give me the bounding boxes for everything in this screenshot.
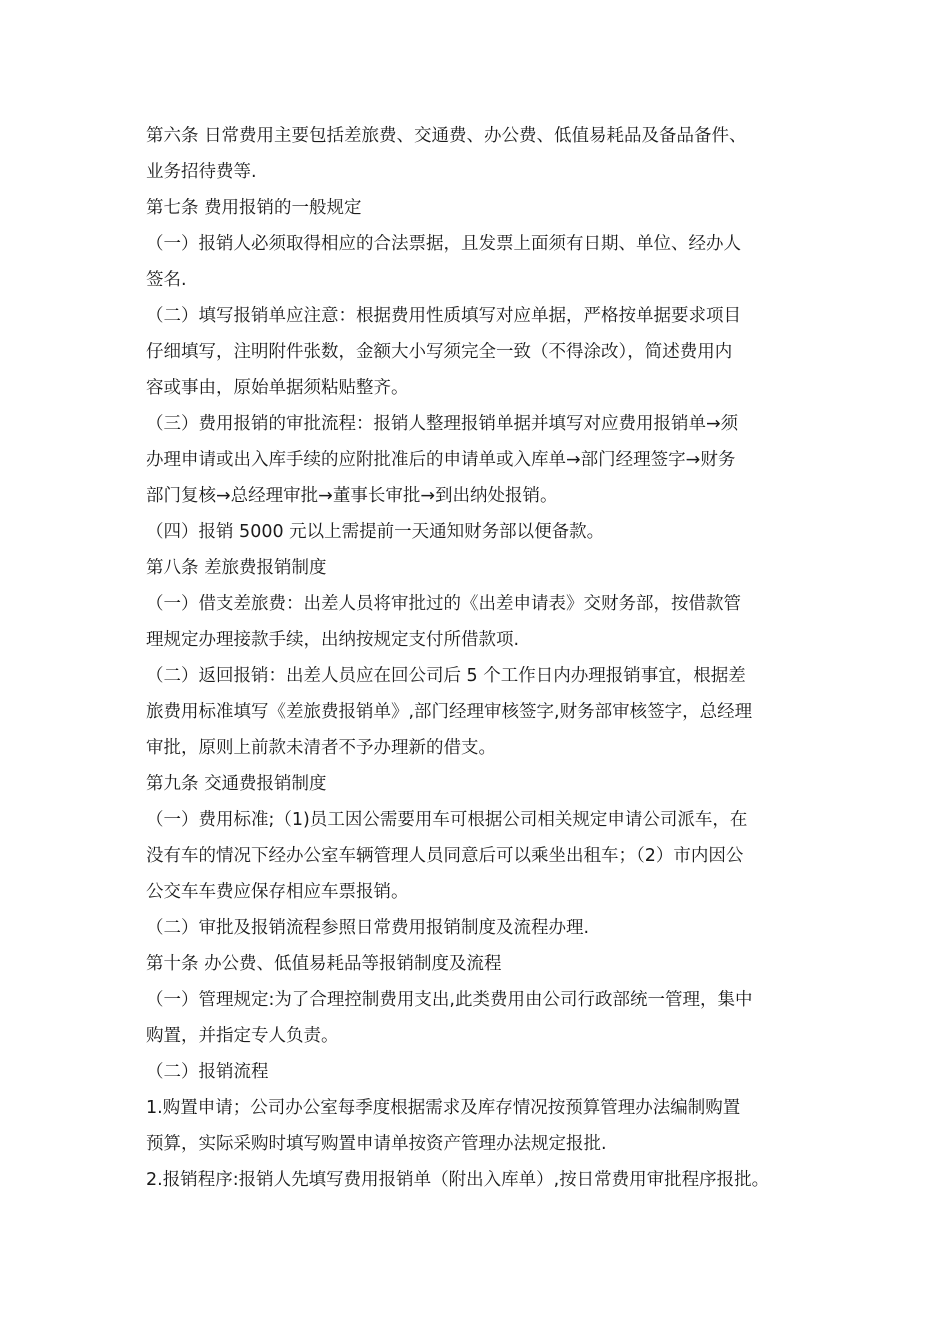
text-line: 审批，原则上前款未清者不予办理新的借支。 (146, 738, 496, 758)
text-line: 第九条 交通费报销制度 (146, 774, 327, 794)
text-line: （二）审批及报销流程参照日常费用报销制度及流程办理. (146, 918, 590, 938)
text-line: 容或事由，原始单据须粘贴整齐。 (146, 378, 409, 398)
text-line: （四）报销 5000 元以上需提前一天通知财务部以便备款。 (146, 522, 605, 542)
text-line: 没有车的情况下经办公室车辆管理人员同意后可以乘坐出租车；（2）市内因公 (146, 846, 744, 866)
text-line: 预算，实际采购时填写购置申请单按资产管理办法规定报批. (146, 1134, 607, 1154)
paragraph (146, 910, 826, 946)
text-line: （三）费用报销的审批流程：报销人整理报销单据并填写对应费用报销单→须 (146, 414, 739, 434)
paragraph (146, 982, 826, 1054)
paragraph (146, 658, 826, 766)
paragraph (146, 586, 826, 658)
paragraph (146, 802, 826, 910)
text-line: 签名. (146, 270, 187, 290)
text-line: 第六条 日常费用主要包括差旅费、交通费、办公费、低值易耗品及备品备件、 (146, 126, 747, 146)
paragraph (146, 298, 826, 406)
paragraph (146, 514, 826, 550)
text-line: 理规定办理接款手续，出纳按规定支付所借款项. (146, 630, 520, 650)
paragraph (146, 946, 826, 982)
text-line: （一）费用标准;（1)员工因公需要用车可根据公司相关规定申请公司派车，在 (146, 810, 748, 830)
paragraph (146, 1054, 826, 1090)
paragraph (146, 766, 826, 802)
paragraph (146, 1090, 826, 1162)
text-line: 办理申请或出入库手续的应附批准后的申请单或入库单→部门经理签字→财务 (146, 450, 736, 470)
paragraph (146, 118, 826, 190)
text-line: （一）报销人必须取得相应的合法票据，且发票上面须有日期、单位、经办人 (146, 234, 741, 254)
paragraph (146, 226, 826, 298)
text-line: （二）返回报销：出差人员应在回公司后 5 个工作日内办理报销事宜，根据差 (146, 666, 746, 686)
text-line: 第八条 差旅费报销制度 (146, 558, 327, 578)
paragraph (146, 190, 826, 226)
paragraph (146, 550, 826, 586)
text-line: 1.购置申请；公司办公室每季度根据需求及库存情况按预算管理办法编制购置 (146, 1098, 741, 1118)
paragraph (146, 406, 826, 514)
text-line: 购置，并指定专人负责。 (146, 1026, 339, 1046)
text-line: （一）借支差旅费：出差人员将审批过的《出差申请表》交财务部，按借款管 (146, 594, 741, 614)
text-line: 部门复核→总经理审批→董事长审批→到出纳处报销。 (146, 486, 558, 506)
document-body (146, 118, 826, 1198)
text-line: （二）报销流程 (146, 1062, 269, 1082)
text-line: 业务招待费等. (146, 162, 257, 182)
text-line: 第十条 办公费、低值易耗品等报销制度及流程 (146, 954, 502, 974)
text-line: 2.报销程序:报销人先填写费用报销单（附出入库单）,按日常费用审批程序报批。 (146, 1170, 770, 1190)
text-line: 旅费用标准填写《差旅费报销单》,部门经理审核签字,财务部审核签字，总经理 (146, 702, 753, 722)
text-line: 第七条 费用报销的一般规定 (146, 198, 362, 218)
text-line: （二）填写报销单应注意：根据费用性质填写对应单据，严格按单据要求项目 (146, 306, 741, 326)
text-line: 公交车车费应保存相应车票报销。 (146, 882, 409, 902)
text-line: 仔细填写，注明附件张数，金额大小写须完全一致（不得涂改），简述费用内 (146, 342, 733, 362)
paragraph (146, 1162, 826, 1198)
text-line: （一）管理规定:为了合理控制费用支出,此类费用由公司行政部统一管理，集中 (146, 990, 753, 1010)
